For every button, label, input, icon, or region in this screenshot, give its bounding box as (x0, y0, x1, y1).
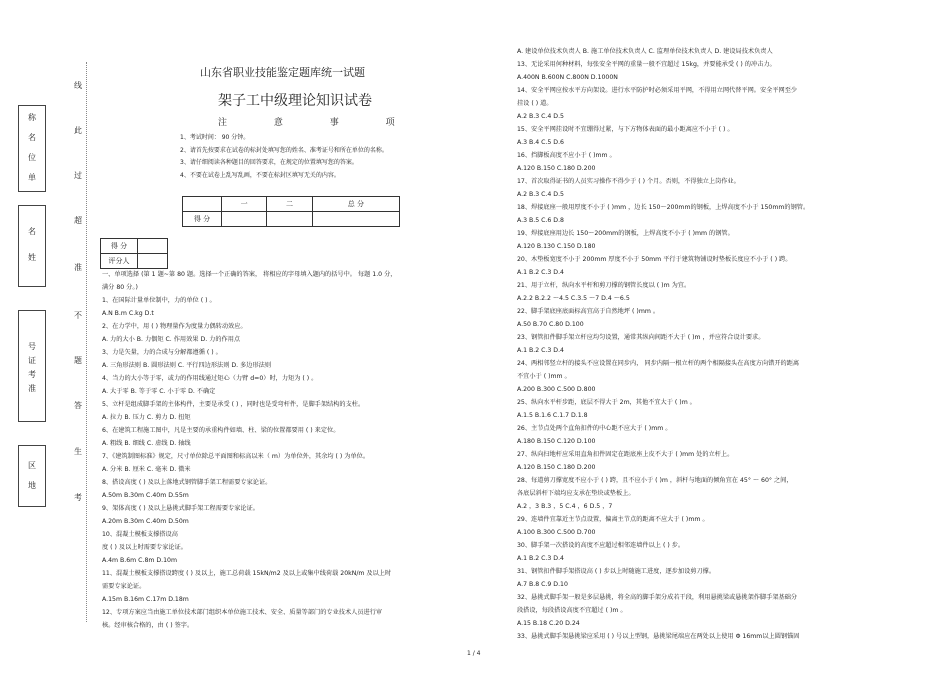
sidebar-char: 名 (28, 227, 36, 236)
question-options: A. 大于零 B. 等于零 C. 小于零 D. 不确定 (102, 388, 216, 395)
question-options: A.1 B.2 C.3 D.4 (517, 269, 564, 276)
question-text: 11、混凝土模板支撑搭设跨度 ( ) 及以上，施工总荷载 15kN/m2 及以上或集中线荷载 20kN/m 及以上时 (102, 570, 392, 577)
question-options: A.20m B.30m C.40m D.50m (102, 518, 189, 525)
sidebar-char: 姓 (28, 253, 36, 262)
score-col-total: 总 分 (312, 197, 399, 212)
grader-table (100, 238, 168, 269)
binding-char: 超 (74, 216, 82, 225)
question-options: A.120 B.130 C.150 D.180 (517, 243, 596, 250)
question-options: A. 力的大小 B. 力偶矩 C. 作用效果 D. 力的作用点 (102, 336, 241, 343)
binding-char: 此 (74, 126, 82, 135)
question-text: 7、《建筑制图标准》规定，尺寸单位除总平面图和标高以米（ m）为单位外，其余均 ( ) 为单位。 (102, 453, 370, 460)
question-options: A.2 B.3 C.4 D.5 (517, 191, 564, 198)
question-text: 5、立杆是组成脚手架的主体构件，主要是承受 ( ) ，同时也是受弯杆件，是脚手架结构的支柱。 (102, 401, 365, 408)
question-text: 17、首次取得证书的人员实习操作不得少于 ( ) 个月。否则，不得独立上岗作业。 (517, 178, 740, 185)
question-text: 2、在力学中，用 ( ) 物理量作为度量力偶转动效应。 (102, 323, 247, 330)
question-text-cont: 段搭设，每段搭设高度不宜超过 ( )m 。 (517, 607, 627, 614)
question-text: 19、焊接底座用边长 150～200mm的钢板，上焊高度不小于 ( )mm 的钢管。 (517, 230, 734, 237)
grader-name-label: 评分人 (101, 254, 138, 269)
question-options: A. 三角形法则 B. 圆形法则 C. 平行四边形法则 D. 多边形法则 (102, 362, 272, 369)
question-text: 27、纵向扫地杆应采用直角扣件固定在距底座上皮不大于 ( )mm 处的立杆上。 (517, 451, 734, 458)
question-options: A.3 B.5 C.6 D.8 (517, 217, 564, 224)
binding-char: 题 (74, 356, 82, 365)
grader-score-cell[interactable] (138, 239, 168, 254)
question-text: 8、搭设高度 ( ) 及以上落地式钢管脚手架工程需要专家论证。 (102, 479, 272, 486)
note-item: 4、不要在试卷上乱写乱画，不要在标封区填写无关的内容。 (180, 171, 340, 179)
question-options: A. 拉力 B. 压力 C. 剪力 D. 扭矩 (102, 414, 191, 421)
score-cell[interactable] (222, 212, 267, 227)
binding-line (86, 62, 95, 622)
question-text-cont: 核。经审核合格的，由 ( ) 签字。 (102, 622, 194, 629)
section-heading-cont: 满分 80 分。) (102, 284, 138, 291)
sidebar-box-area (18, 445, 46, 507)
note-item: 3、请仔细阅读各种题目的回答要求，在规定的位置填写您的答案。 (180, 159, 358, 166)
question-options: A.N B.m C.kg D.t (102, 310, 154, 317)
question-text: 14、安全平网应按水平方向架设。进行水平防护时必须采用平网，不得用立网代替平网。安全平网至少 (517, 87, 798, 94)
question-text: 24、两相邻竖立杆的接头不应设置在同步内， 同步内隔一根立杆的两个相隔接头在高度方向错开的距离 (517, 360, 800, 367)
question-options: A. 粗线 B. 细线 C. 虚线 D. 轴线 (102, 440, 191, 447)
section-heading: 一、单项选择 (第 1 题~第 80 题。选择一个正确的答案， 将相应的字母填入题内的括号中。 每题 1.0 分， (102, 271, 397, 278)
question-text: 16、挡脚板高度不应小于 ( )mm 。 (517, 152, 616, 159)
question-options: A.50 B.70 C.80 D.100 (517, 321, 584, 328)
exam-source-title: 山东省职业技能鉴定题库统一试题 (200, 66, 365, 79)
score-table (182, 196, 400, 227)
question-options: A.1 B.2 C.3 D.4 (517, 347, 564, 354)
question-text: 18、焊接底座一般用厚度不小于 ( )mm ，边长 150～200mm的钢板，上焊高度不小于 150mm的钢管。 (517, 204, 810, 211)
question-text-cont: 度 ( ) 及以上时需要专家论证。 (102, 544, 187, 551)
question-text: 3、力是矢量，力的合成与分解都遵循 ( ) 。 (102, 349, 222, 356)
question-text: 1、在国际计量单位制中，力的单位 ( ) 。 (102, 297, 216, 304)
score-cell[interactable] (267, 212, 312, 227)
score-row-label: 得 分 (183, 212, 222, 227)
question-options: A.4m B.6m C.8m D.10m (102, 557, 178, 564)
question-options: A.7 B.8 C.9 D.10 (517, 581, 568, 588)
binding-char: 答 (74, 401, 82, 410)
sidebar-char: 单 (28, 173, 36, 182)
question-options: A.15 B.18 C.20 D.24 (517, 620, 580, 627)
sidebar-box-id (18, 310, 46, 422)
sidebar-box-name (18, 205, 46, 287)
grader-score-label: 得 分 (101, 239, 138, 254)
sidebar-char: 号 (28, 342, 36, 351)
question-options: A.200 B.300 C.500 D.800 (517, 386, 596, 393)
binding-char: 不 (74, 311, 82, 320)
question-text: 13、无论采用何种材料，每张安全平网的重量一般不宜超过 15kg，并要能承受 ( ) 的冲击力。 (517, 61, 776, 68)
score-col-2: 二 (267, 197, 312, 212)
question-options: A.1.5 B.1.6 C.1.7 D.1.8 (517, 412, 588, 419)
question-text: 26、主节点处两个直角扣件的中心距不应大于 ( )mm 。 (517, 425, 672, 432)
question-text: 6、在建筑工程施工图中，凡是主要的承重构件如墙、柱、梁的位置都要用 ( ) 来定位。 (102, 427, 340, 434)
sidebar-char: 考 (28, 370, 36, 379)
sidebar-char: 位 (28, 153, 36, 162)
sidebar-char: 证 (28, 356, 36, 365)
question-options: A.180 B.150 C.120 D.100 (517, 438, 596, 445)
page-number: 1 / 4 (467, 650, 481, 657)
question-text: 31、钢管扣件脚手架搭设高 ( ) 步以上时随施工进度，逐步加设剪刀撑。 (517, 568, 716, 575)
grader-name-cell[interactable] (138, 254, 168, 269)
question-options: A.2.2 B.2.2 ～4.5 C.3.5 ～7 D.4 ～6.5 (517, 295, 630, 302)
question-text: 10、混凝土模板支撑搭设高 (102, 531, 178, 538)
question-text: 30、脚手架一次搭设的高度不应超过相邻连墙件以上 ( ) 步。 (517, 542, 685, 549)
question-text-cont: 不宜小于 ( )mm 。 (517, 373, 571, 380)
question-options: A.1 B.2 C.3 D.4 (517, 555, 564, 562)
note-item: 2、请首先按要求在试卷的标封处填写您的姓名、准考证号和所在单位的名称。 (180, 146, 388, 154)
question-text: 4、当力的大小等于零，或力的作用线通过矩心（力臂 d=0）时，力矩为 ( ) 。 (102, 375, 318, 382)
question-text: 23、钢管扣件脚手架立杆应均匀设置，通常其纵向间距不大于 ( )m ，并应符合设计要求。 (517, 334, 765, 341)
question-options: A.400N B.600N C.800N D.1000N (517, 74, 618, 81)
score-corner (183, 197, 222, 212)
question-text: 32、悬挑式脚手架一般是多层悬挑，将全高的脚手架分成若干段，利用悬挑梁或悬挑架作脚手架基础分 (517, 594, 798, 601)
question-text-cont: 挂设 ( ) 道。 (517, 100, 553, 107)
question-text: 15、安全平网挂设时不宜绷得过紧，与下方物体表面的最小距离应不小于 ( ) 。 (517, 126, 734, 133)
question-text-cont: 需要专家论证。 (102, 583, 146, 590)
question-text: 12、专项方案应当由施工单位技术部门组织本单位施工技术、安全、质量等部门的专业技术人员进行审 (102, 609, 383, 616)
question-options: A.3 B.4 C.5 D.6 (517, 139, 564, 146)
question-options: A.50m B.30m C.40m D.55m (102, 492, 189, 499)
sidebar-char: 地 (28, 481, 36, 490)
question-options: A. 建设单位技术负责人 B. 施工单位技术负责人 C. 监理单位技术负责人 D. 建设局技术负责人 (517, 48, 773, 55)
binding-char: 生 (74, 447, 82, 456)
question-text: 22、脚手架底座底面标高宜高于自然地坪 ( )mm 。 (517, 308, 660, 315)
question-text: 21、用于立杆，纵向水平杆和剪刀撑的钢管长度以 ( )m 为宜。 (517, 282, 691, 289)
binding-char: 考 (74, 493, 82, 502)
binding-char: 线 (74, 81, 82, 90)
question-text-cont: 各底层斜杆下端均应支承在垫块或垫板上。 (517, 490, 635, 497)
question-text: 9、架体高度 ( ) 及以上悬挑式脚手架工程需要专家论证。 (102, 505, 259, 512)
question-text: 29、连墙件宜靠近主节点设置，偏离主节点的距离不应大于 ( )mm 。 (517, 516, 709, 523)
question-text: 20、木垫板宽度不小于 200mm 厚度不小于 50mm 平行于建筑物铺设时垫板长度应不小于 ( ) 跨。 (517, 256, 792, 263)
notes-list (180, 132, 388, 182)
sidebar-char: 名 (28, 133, 36, 142)
question-options: A.15m B.16m C.17m D.18m (102, 596, 189, 603)
score-col-1: 一 (222, 197, 267, 212)
question-text: 25、纵向水平杆步距，底层不得大于 2m，其他不宜大于 ( )m 。 (517, 399, 696, 406)
question-options: A.120 B.150 C.180 D.200 (517, 165, 596, 172)
question-text: 28、每道剪刀撑宽度不应小于 ( ) 跨，且不应小于 ( )m ，斜杆与地面的倾角宜在 45° ～ 60° 之间， (517, 477, 793, 484)
sidebar-char: 区 (28, 461, 36, 470)
question-text: 33、悬挑式脚手架悬挑梁应采用 ( ) 号以上型钢，悬挑梁尾端应在两处以上使用 Φ 16mm以上圆钢锚固 (517, 633, 800, 640)
notes-heading: 注 意 事 项 (218, 118, 417, 128)
exam-title: 架子工中级理论知识试卷 (218, 93, 372, 109)
sidebar-char: 称 (28, 113, 36, 122)
question-options: A.2 B.3 C.4 D.5 (517, 113, 564, 120)
question-options: A.120 B.150 C.180 D.200 (517, 464, 596, 471)
note-item: 1、考试时间： 90 分钟。 (180, 134, 250, 141)
question-options: A. 分米 B. 厘米 C. 毫米 D. 微米 (102, 466, 191, 473)
question-options: A.2 ，3 B.3 ，5 C.4 ，6 D.5 ，7 (517, 503, 613, 510)
score-cell[interactable] (312, 212, 399, 227)
sidebar-box-unit (18, 105, 46, 192)
binding-char: 准 (74, 263, 82, 272)
sidebar-char: 准 (28, 384, 36, 393)
question-options: A.100 B.300 C.500 D.700 (517, 529, 596, 536)
binding-char: 过 (74, 171, 82, 180)
